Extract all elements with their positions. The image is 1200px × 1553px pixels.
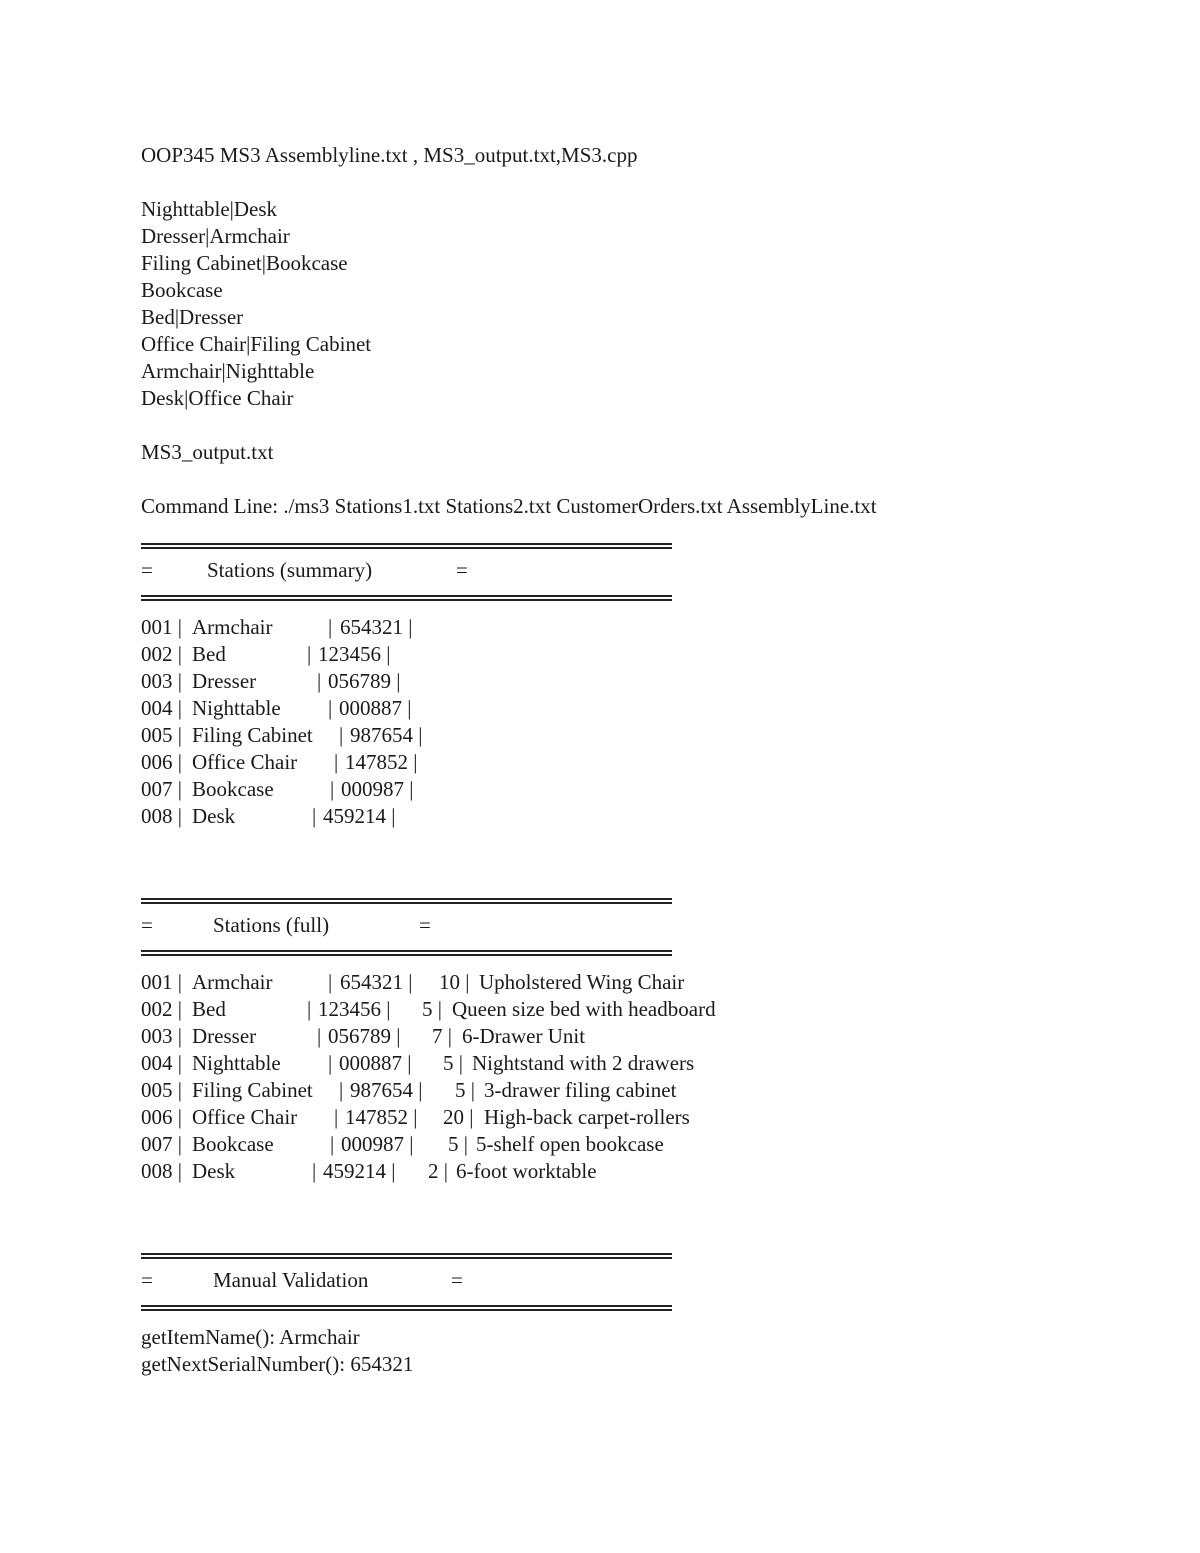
- table-row: 006 | Office Chair | 147852 |: [141, 750, 418, 774]
- assembly-line-entry: Filing Cabinet|Bookcase: [141, 251, 348, 275]
- stations-summary-table: [141, 614, 1101, 830]
- assembly-line-entry: Armchair|Nighttable: [141, 359, 315, 383]
- banner-eq-left: =: [141, 913, 153, 937]
- table-row: 007 | Bookcase | 000987 | 5 | 5-shelf open bookcase: [141, 1132, 664, 1156]
- banner-eq-left: =: [141, 558, 153, 582]
- banner-rule-bottom: [141, 595, 672, 601]
- table-row: 004 | Nighttable | 000887 |: [141, 696, 412, 720]
- table-row: 003 | Dresser | 056789 | 7 | 6-Drawer Unit: [141, 1024, 586, 1048]
- document-title: OOP345 MS3 Assemblyline.txt , MS3_output.txt,MS3.cpp: [141, 143, 638, 167]
- banner-eq-right: =: [419, 913, 431, 937]
- assembly-line-entry: Dresser|Armchair: [141, 224, 290, 248]
- table-row: 006 | Office Chair | 147852 | 20 | High-back carpet-rollers: [141, 1105, 690, 1129]
- banner-title: Stations (full): [213, 913, 330, 937]
- assembly-line-entry: Bookcase: [141, 278, 223, 302]
- banner-title: Stations (summary): [207, 558, 373, 582]
- banner-eq-right: =: [456, 558, 468, 582]
- banner-rule-bottom: [141, 950, 672, 956]
- assembly-line-entry: Nighttable|Desk: [141, 197, 278, 221]
- assembly-line-entry: Bed|Dresser: [141, 305, 244, 329]
- table-row: 002 | Bed | 123456 |: [141, 642, 391, 666]
- table-row: 008 | Desk | 459214 | 2 | 6-foot worktable: [141, 1159, 597, 1183]
- table-row: 003 | Dresser | 056789 |: [141, 669, 401, 693]
- full-banner: [141, 898, 672, 956]
- table-row: 004 | Nighttable | 000887 | 5 | Nightstand with 2 drawers: [141, 1051, 695, 1075]
- table-row: 005 | Filing Cabinet | 987654 | 5 | 3-drawer filing cabinet: [141, 1078, 677, 1102]
- table-row: 007 | Bookcase | 000987 |: [141, 777, 414, 801]
- table-row: 002 | Bed | 123456 | 5 | Queen size bed with headboard: [141, 997, 716, 1021]
- table-row: 001 | Armchair | 654321 |: [141, 615, 413, 639]
- table-row: 008 | Desk | 459214 |: [141, 804, 396, 828]
- validation-item-name: getItemName(): Armchair: [141, 1325, 360, 1349]
- validation-banner: [141, 1253, 672, 1311]
- assembly-line-entry: Desk|Office Chair: [141, 386, 294, 410]
- banner-rule-bottom: [141, 1305, 672, 1311]
- output-filename: MS3_output.txt: [141, 440, 274, 464]
- document-page: [141, 142, 1101, 1378]
- command-line: Command Line: ./ms3 Stations1.txt Stations2.txt CustomerOrders.txt AssemblyLine.txt: [141, 494, 877, 518]
- banner-eq-right: =: [451, 1268, 463, 1292]
- banner-eq-left: =: [141, 1268, 153, 1292]
- validation-next-serial: getNextSerialNumber(): 654321: [141, 1352, 414, 1376]
- table-row: 005 | Filing Cabinet | 987654 |: [141, 723, 423, 747]
- stations-full-table: [141, 969, 1101, 1185]
- table-row: 001 | Armchair | 654321 | 10 | Upholstered Wing Chair: [141, 970, 685, 994]
- assembly-line-entry: Office Chair|Filing Cabinet: [141, 332, 372, 356]
- banner-title: Manual Validation: [213, 1268, 369, 1292]
- summary-banner: [141, 543, 672, 601]
- assembly-line-list: [141, 196, 1101, 412]
